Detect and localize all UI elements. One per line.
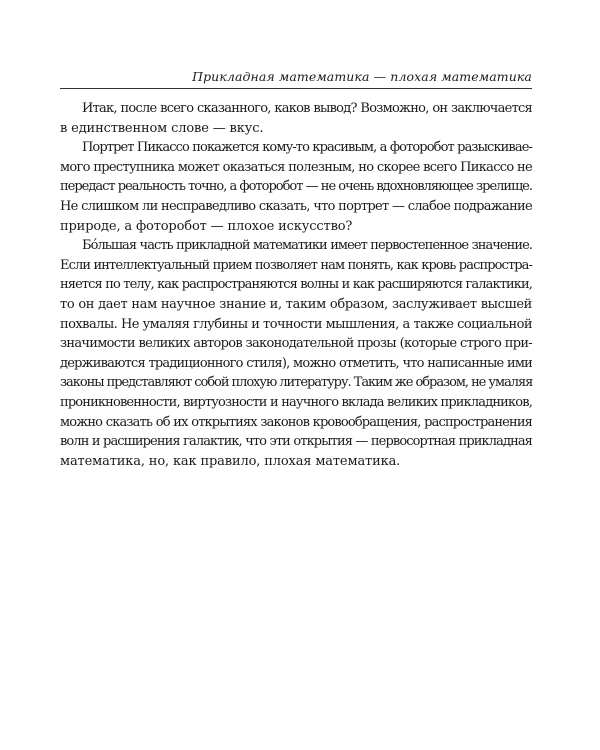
header-rule xyxy=(60,88,532,89)
text-line: Бóльшая часть прикладной математики имеет первостепенное значение. xyxy=(82,238,532,254)
paragraph-1 xyxy=(60,99,532,138)
text-line: мого преступника может оказаться полезным, но скорее всего Пикассо не xyxy=(60,159,532,175)
text-line: Если интеллектуальный прием позволяет нам понять, как кровь распростра- xyxy=(60,257,532,273)
text-line: законы представляют собой плохую литературу. Таким же образом, не умаляя xyxy=(60,375,533,391)
text-line: Итак, после всего сказанного, каков вывод? Возможно, он заключается xyxy=(82,101,532,116)
text-line: держиваются традиционного стиля), можно отметить, что написанные ими xyxy=(60,355,532,371)
text-line: няется по телу, как распространяются волны и как расширяются галактики, xyxy=(60,277,532,293)
text-line: проникновенности, виртуозности и научного вклада великих прикладников, xyxy=(60,394,532,410)
text-line: Портрет Пикассо покажется кому-то красивым, а фоторобот разыскивае- xyxy=(82,140,532,156)
text-line: волн и расширения галактик, что эти открытия — первосортная прикладная xyxy=(60,434,532,450)
text-line: Не слишком ли несправедливо сказать, что портрет — слабое подражание xyxy=(60,198,532,214)
text-line: можно сказать об их открытиях законов кровообращения, распространения xyxy=(60,414,532,430)
text-line: в единственном слове — вкус. xyxy=(60,120,264,136)
text-line: передаст реальность точно, а фоторобот — не очень вдохновляющее зрелище. xyxy=(60,179,532,195)
text-line: математика, но, как правило, плохая математика. xyxy=(60,453,401,469)
text-line: то он дает нам научное знание и, таким образом, заслуживает высшей xyxy=(60,296,532,312)
paragraph-2 xyxy=(60,138,532,236)
text-line: значимости великих авторов законодательной прозы (которые строго при- xyxy=(60,336,532,352)
text-line: природе, а фоторобот — плохое искусство? xyxy=(60,218,353,234)
paragraph-3 xyxy=(60,236,532,471)
text-line: похвалы. Не умаляя глубины и точности мышления, а также социальной xyxy=(60,316,532,332)
running-head: Прикладная математика — плохая математика xyxy=(192,69,532,84)
body-text xyxy=(60,99,532,471)
